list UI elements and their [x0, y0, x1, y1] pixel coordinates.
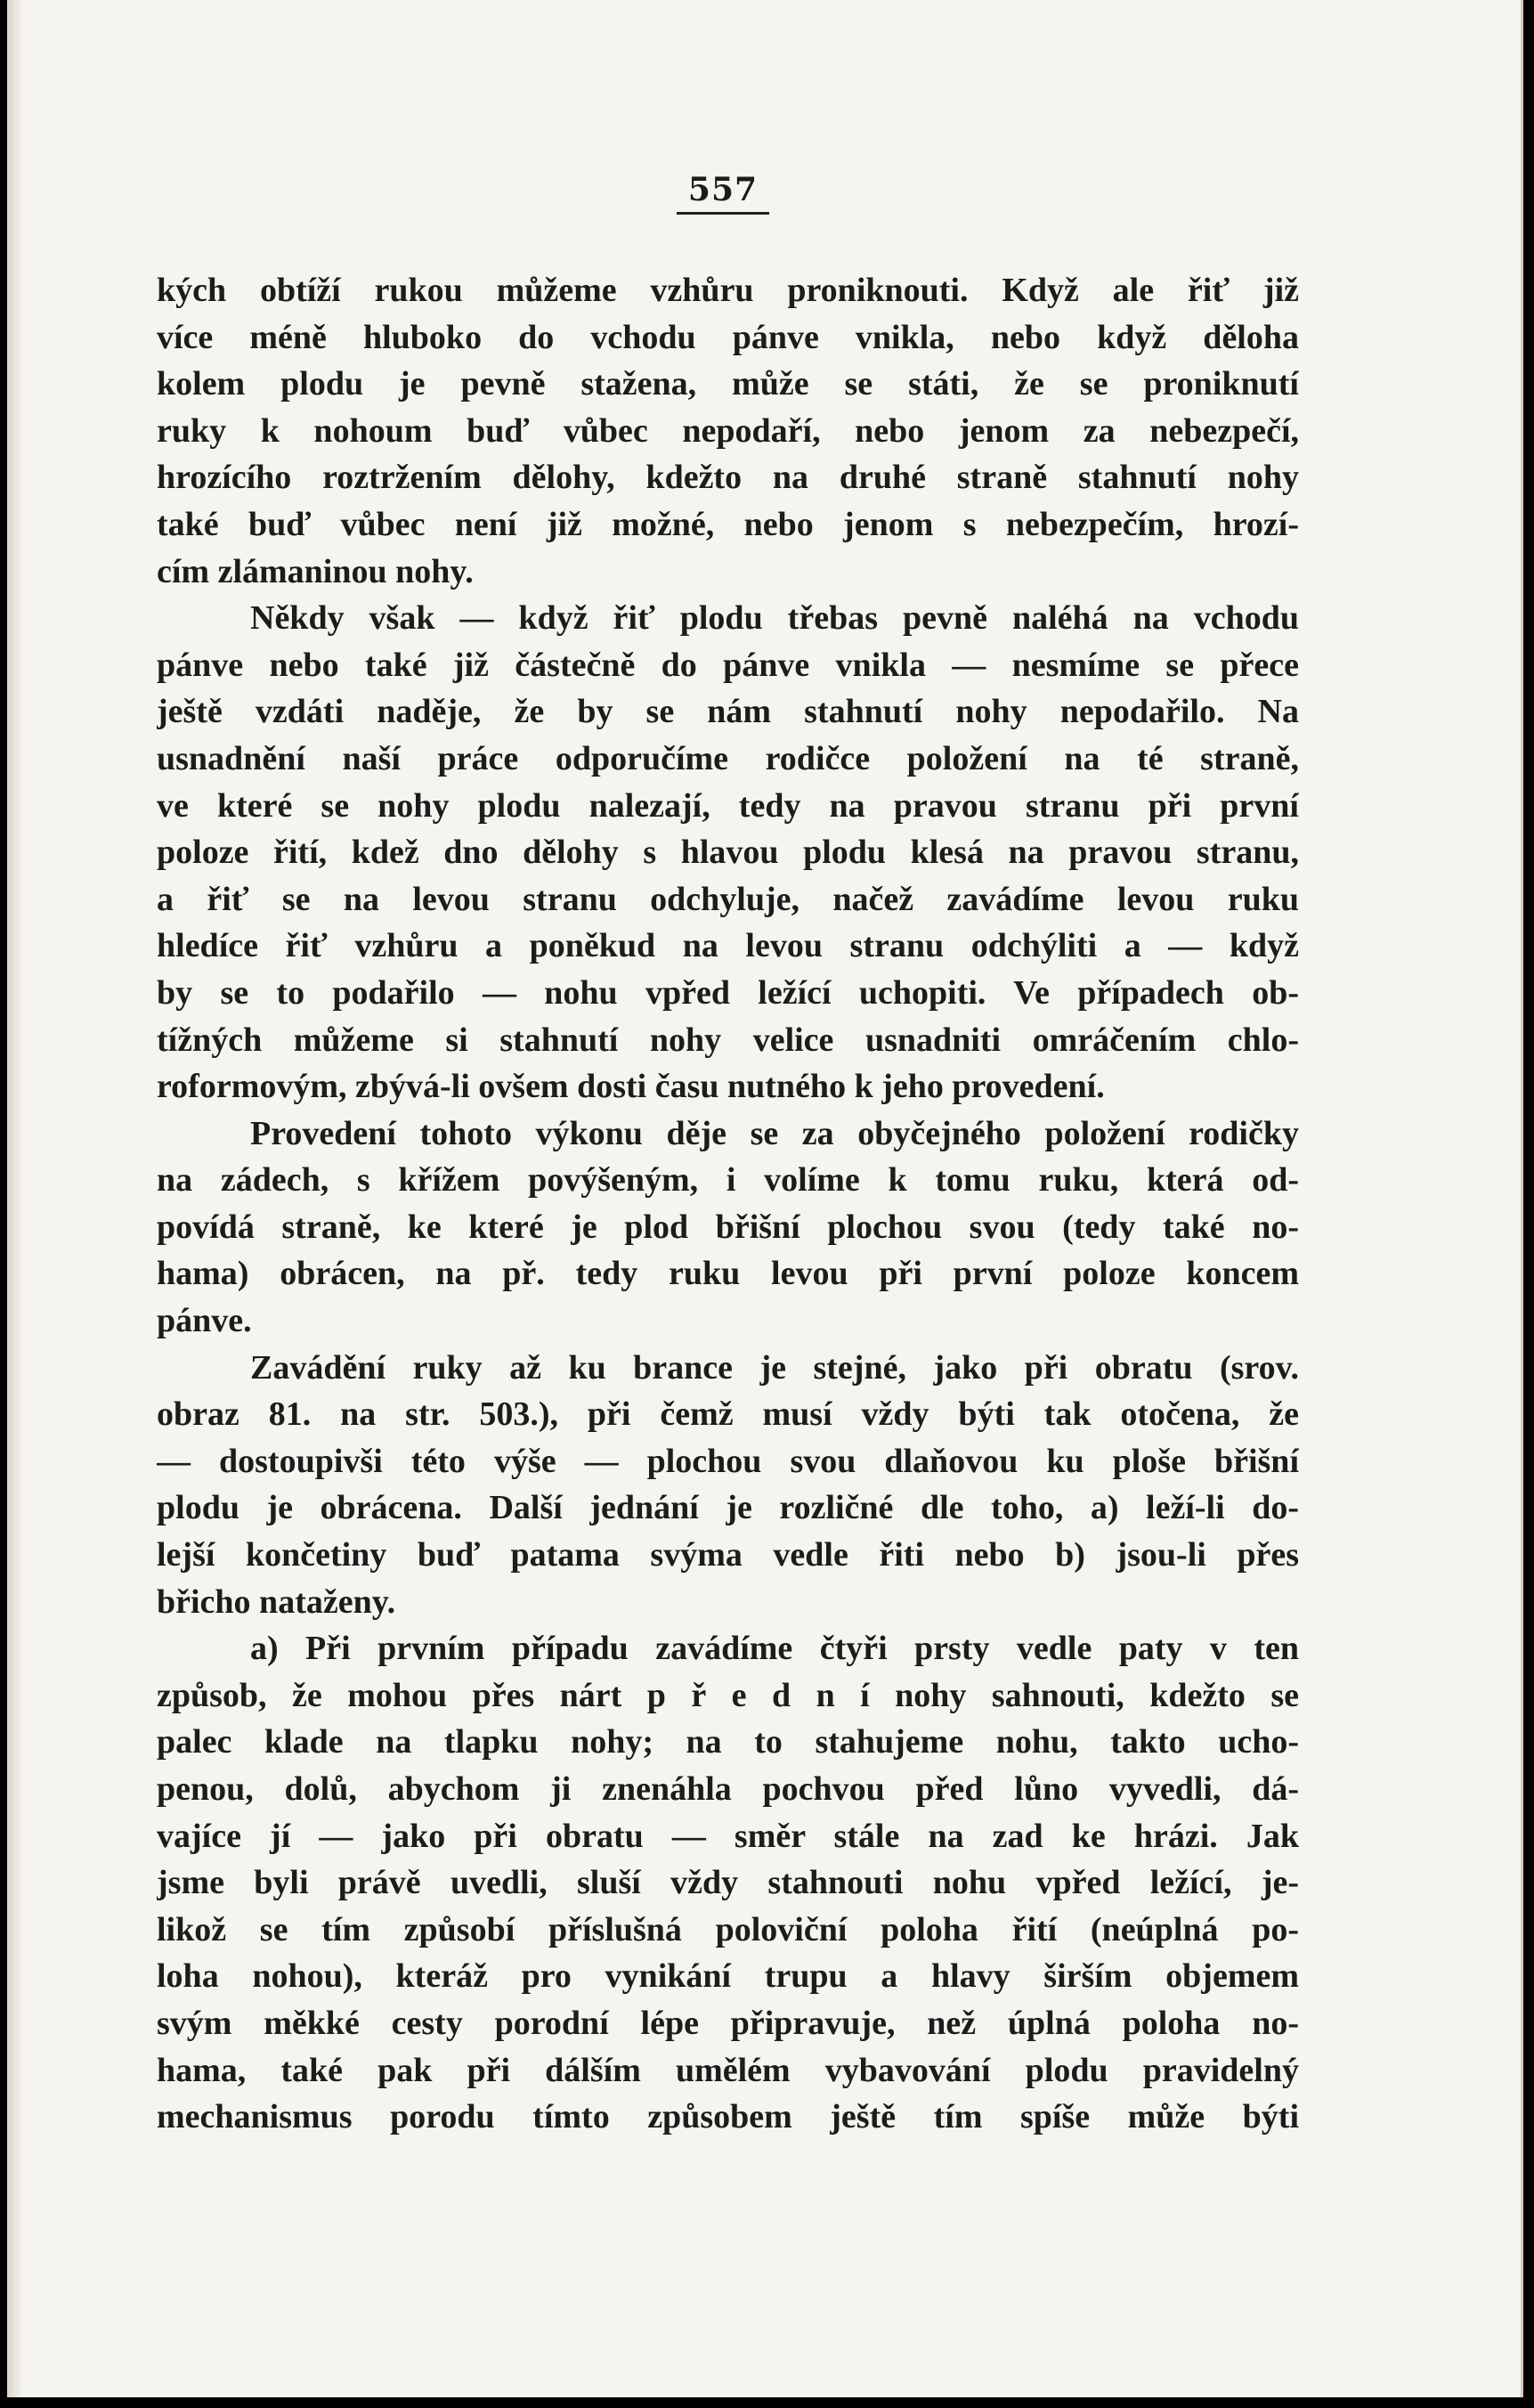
text-line: loha nohou), kteráž pro vynikání trupu a hlavy širším objemem — [157, 1957, 1299, 1996]
text-line: svým měkké cesty porodní lépe připravuje, než úplná poloha no- — [157, 2004, 1299, 2042]
text-line: poloze řití, kdež dno dělohy s hlavou plodu klesá na pravou stranu, — [157, 834, 1299, 872]
text-line: hrozícího roztržením dělohy, kdežto na druhé straně stahnutí nohy — [157, 459, 1299, 497]
text-line: jsme byli právě uvedli, sluší vždy stahnouti nohu vpřed ležící, je- — [157, 1864, 1299, 1902]
text-line: tížných můžeme si stahnutí nohy velice usnadniti omráčením chlo- — [157, 1021, 1299, 1059]
text-line: ve které se nohy plodu nalezají, tedy na pravou stranu při první — [157, 786, 1299, 825]
text-line: Provedení tohoto výkonu děje se za obyčejného položení rodičky — [250, 1114, 1299, 1152]
text-line: a) Při prvním případu zavádíme čtyři prsty vedle paty v ten — [250, 1630, 1299, 1668]
text-line: také buď vůbec není již možné, nebo jenom s nebezpečím, hrozí- — [157, 505, 1299, 543]
text-line: břicho nataženy. — [157, 1582, 396, 1621]
text-line: lejší končetiny buď patama svýma vedle řiti nebo b) jsou-li přes — [157, 1536, 1299, 1574]
text-line: likož se tím způsobí příslušná poloviční poloha řití (neúplná po- — [157, 1910, 1299, 1948]
text-line: ještě vzdáti naděje, že by se nám stahnutí nohy nepodařilo. Na — [157, 693, 1299, 731]
text-line: vajíce jí — jako při obratu — směr stále na zad ke hrázi. Jak — [157, 1817, 1299, 1855]
text-line: plodu je obrácena. Další jednání je rozličné dle toho, a) leží-li do- — [157, 1489, 1299, 1527]
text-line: — dostoupivši této výše — plochou svou dlaňovou ku ploše břišní — [157, 1442, 1299, 1480]
text-line: více méně hluboko do vchodu pánve vnikla, nebo když děloha — [157, 318, 1299, 356]
text-line: roformovým, zbývá-li ovšem dosti času nutného k jeho provedení. — [157, 1068, 1105, 1106]
page-number: 557 — [677, 171, 769, 215]
text-line: palec klade na tlapku nohy; na to stahujeme nohu, takto ucho- — [157, 1723, 1299, 1761]
text-line: hama, také pak při dálším umělém vybavování plodu pravidelný — [157, 2051, 1299, 2089]
text-line: kolem plodu je pevně stažena, může se státi, že se proniknutí — [157, 365, 1299, 403]
text-line: na zádech, s křížem povýšeným, i volíme k tomu ruku, která od- — [157, 1161, 1299, 1200]
text-line: Zavádění ruky až ku brance je stejné, jako při obratu (srov. — [250, 1348, 1299, 1387]
text-line: pánve. — [157, 1302, 252, 1340]
text-line: ruky k nohoum buď vůbec nepodaří, nebo jenom za nebezpečí, — [157, 411, 1299, 450]
text-line: usnadnění naší práce odporučíme rodičce položení na té straně, — [157, 739, 1299, 777]
text-line: a řiť se na levou stranu odchyluje, načež zavádíme levou ruku — [157, 880, 1299, 918]
body-text — [157, 267, 1299, 2141]
text-line: hledíce řiť vzhůru a poněkud na levou stranu odchýliti a — když — [157, 927, 1299, 965]
page-gutter-shadow — [7, 0, 23, 2397]
text-line: penou, dolů, abychom ji znenáhla pochvou před lůno vyvedli, dá- — [157, 1770, 1299, 1808]
text-line: Někdy však — když řiť plodu třebas pevně naléhá na vchodu — [250, 599, 1299, 638]
text-line: způsob, že mohou přes nárt p ř e d n í nohy sahnouti, kdežto se — [157, 1676, 1299, 1714]
text-line: obraz 81. na str. 503.), při čemž musí vždy býti tak otočena, že — [157, 1395, 1299, 1434]
text-line: kých obtíží rukou můžeme vzhůru proniknouti. Když ale řiť již — [157, 272, 1299, 309]
text-line: mechanismus porodu tímto způsobem ještě tím spíše může býti — [157, 2098, 1299, 2136]
text-line: hama) obrácen, na př. tedy ruku levou při první poloze koncem — [157, 1255, 1299, 1293]
text-line: cím zlámaninou nohy. — [157, 552, 474, 590]
text-line: pánve nebo také již částečně do pánve vnikla — nesmíme se přece — [157, 646, 1299, 684]
text-line: by se to podařilo — nohu vpřed ležící uchopiti. Ve případech ob- — [157, 973, 1299, 1012]
text-line: povídá straně, ke které je plod břišní plochou svou (tedy také no- — [157, 1208, 1299, 1246]
